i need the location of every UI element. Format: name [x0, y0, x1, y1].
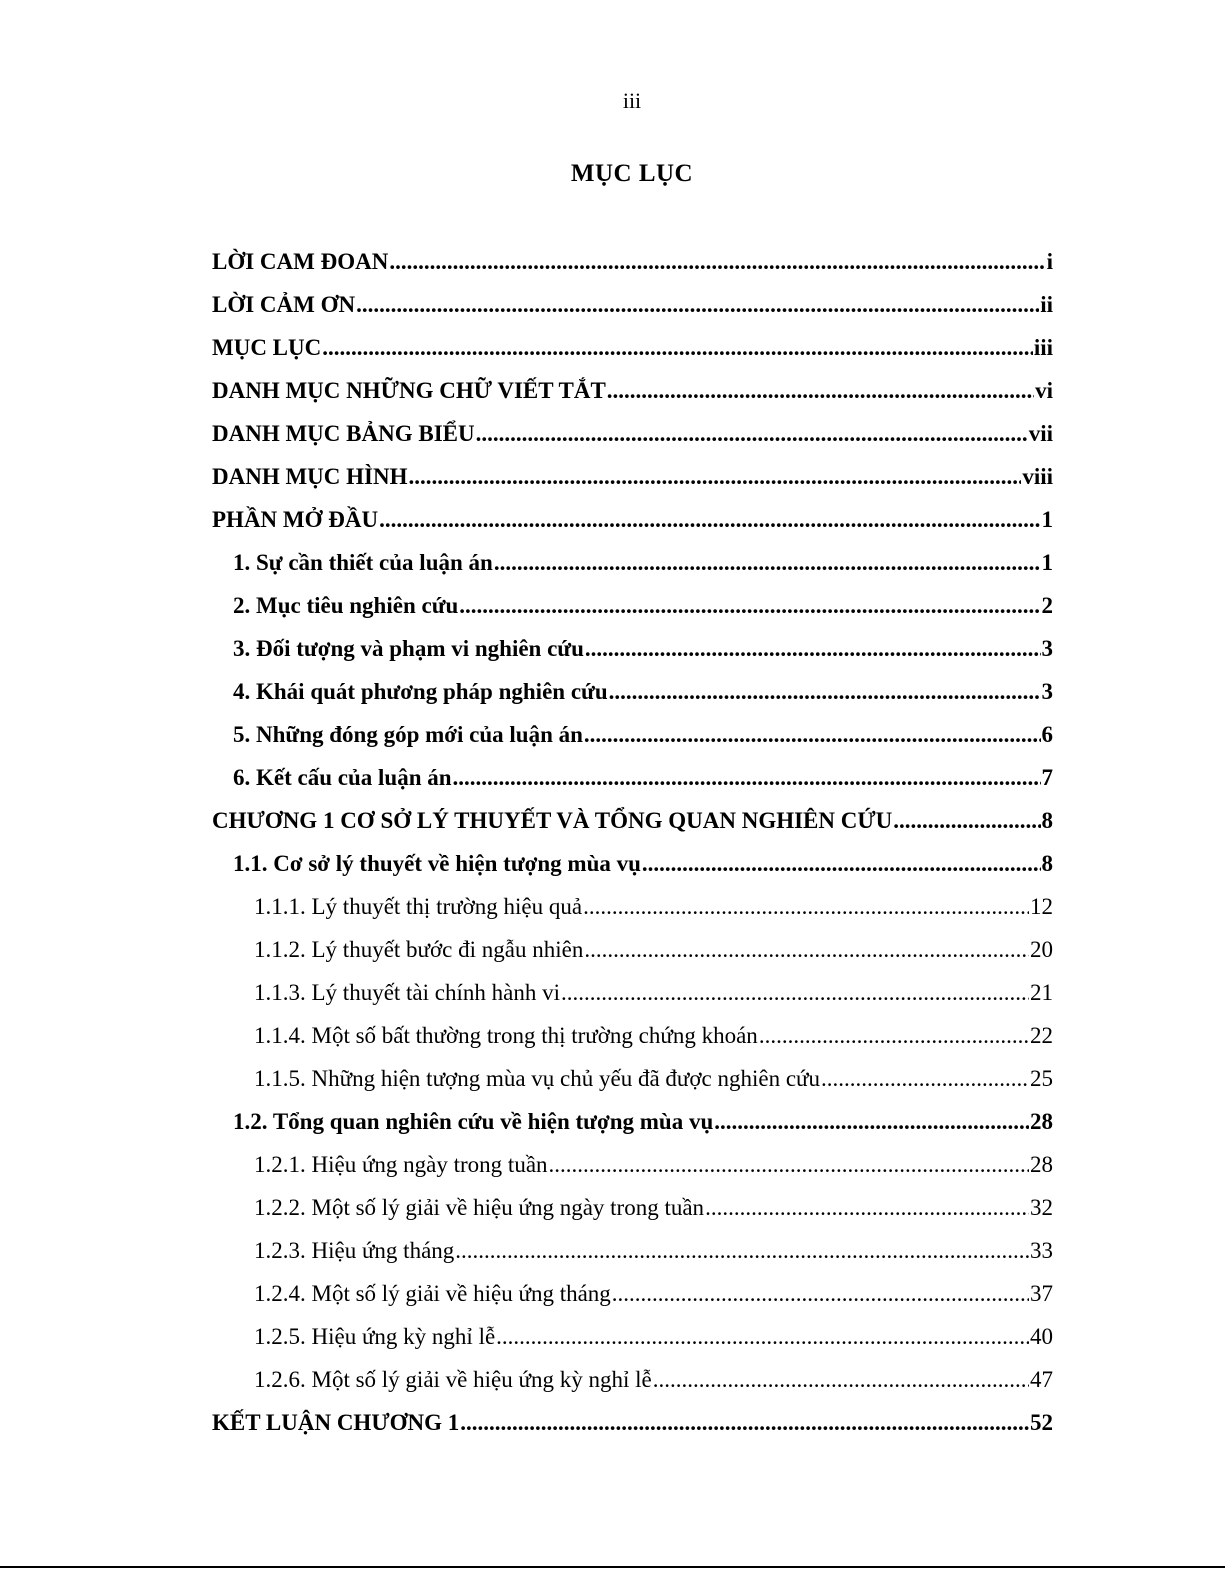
toc-entry-page: ii [1040, 292, 1053, 317]
toc-entry-page: 22 [1030, 1023, 1053, 1048]
toc-entry[interactable] [212, 885, 1053, 928]
dot-leader [476, 412, 1028, 455]
toc-entry[interactable] [212, 1057, 1053, 1100]
toc-entry[interactable] [212, 1401, 1053, 1444]
toc-entry-label: 1.1.1. Lý thuyết thị trường hiệu quả [254, 894, 583, 919]
toc-entry-label: 1.1.4. Một số bất thường trong thị trường chứng khoán [254, 1023, 758, 1048]
toc-entry[interactable] [212, 498, 1053, 541]
toc-entry-label: 5. Những đóng góp mới của luận án [233, 722, 583, 747]
toc-entry[interactable] [212, 799, 1053, 842]
toc-entry-page: 32 [1030, 1195, 1053, 1220]
dot-leader [460, 1401, 1029, 1444]
toc-entry[interactable] [212, 1358, 1053, 1401]
toc-entry-page: 28 [1030, 1109, 1053, 1134]
toc-entry-label: 6. Kết cấu của luận án [233, 765, 452, 790]
toc-entry-page: 20 [1030, 937, 1053, 962]
dot-leader [389, 240, 1045, 283]
dot-leader [379, 498, 1040, 541]
toc-entry-page: 33 [1030, 1238, 1053, 1263]
dot-leader [356, 283, 1039, 326]
toc-entry-label: 1.2.2. Một số lý giải về hiệu ứng ngày trong tuần [254, 1195, 705, 1220]
toc-entry-label: 1.1. Cơ sở lý thuyết về hiện tượng mùa vụ [233, 851, 641, 876]
toc-entry-page: 25 [1030, 1066, 1053, 1091]
page-title: MỤC LỤC [570, 160, 694, 187]
toc-entry-page: 2 [1041, 593, 1053, 618]
toc-entry-label: 1.1.5. Những hiện tượng mùa vụ chủ yếu đã được nghiên cứu [254, 1066, 821, 1091]
toc-entry[interactable] [212, 670, 1053, 713]
toc-entry-page: 6 [1041, 722, 1053, 747]
toc-entry-page: 7 [1041, 765, 1053, 790]
dot-leader [714, 1100, 1029, 1143]
toc-entry-label: CHƯƠNG 1 CƠ SỞ LÝ THUYẾT VÀ TỔNG QUAN NGHIÊN CỨU [212, 808, 893, 833]
toc-entry-page: 8 [1041, 808, 1053, 833]
toc-entry-page: 47 [1030, 1367, 1053, 1392]
toc-entry-page: vi [1035, 378, 1053, 403]
toc-entry[interactable] [212, 326, 1053, 369]
bottom-rule [0, 1566, 1225, 1568]
dot-leader [453, 756, 1041, 799]
dot-leader [584, 928, 1029, 971]
toc-entry[interactable] [212, 283, 1053, 326]
toc-entry-label: 1.2. Tổng quan nghiên cứu về hiện tượng mùa vụ [233, 1109, 714, 1134]
toc-entry-label: 1.2.4. Một số lý giải về hiệu ứng tháng [254, 1281, 611, 1306]
toc-entry[interactable] [212, 928, 1053, 971]
toc-entry-label: LỜI CAM ĐOAN [212, 249, 389, 274]
toc-entry-label: DANH MỤC BẢNG BIỂU [212, 421, 475, 446]
toc-entry[interactable] [212, 756, 1053, 799]
toc-entry-label: PHẦN MỞ ĐẦU [212, 507, 379, 532]
toc-entry-label: 3. Đối tượng và phạm vi nghiên cứu [233, 636, 584, 661]
dot-leader [893, 799, 1040, 842]
toc-entry-label: LỜI CẢM ƠN [212, 292, 356, 317]
toc-entry[interactable] [212, 541, 1053, 584]
dot-leader [821, 1057, 1029, 1100]
dot-leader [322, 326, 1033, 369]
dot-leader [612, 1272, 1029, 1315]
toc-entry-label: 1.2.5. Hiệu ứng kỳ nghỉ lễ [254, 1324, 496, 1349]
toc-entry[interactable] [212, 713, 1053, 756]
toc-entry[interactable] [212, 1229, 1053, 1272]
toc-entry-label: 1.1.3. Lý thuyết tài chính hành vi [254, 980, 560, 1005]
toc-entry-label: KẾT LUẬN CHƯƠNG 1 [212, 1410, 460, 1435]
dot-leader [496, 1315, 1029, 1358]
toc-entry[interactable] [212, 627, 1053, 670]
dot-leader [549, 1143, 1029, 1186]
toc-entry[interactable] [212, 1014, 1053, 1057]
toc-entry[interactable] [212, 1186, 1053, 1229]
toc-entry-label: 4. Khái quát phương pháp nghiên cứu [233, 679, 608, 704]
toc-entry-page: 21 [1030, 980, 1053, 1005]
toc-entry-page: i [1046, 249, 1053, 274]
dot-leader [584, 713, 1041, 756]
dot-leader [653, 1358, 1029, 1401]
toc-entry-page: 12 [1030, 894, 1053, 919]
toc-entry-page: 28 [1030, 1152, 1053, 1177]
toc-entry-page: vii [1028, 421, 1053, 446]
page-number: iii [622, 88, 642, 113]
toc-entry-label: 1.1.2. Lý thuyết bước đi ngẫu nhiên [254, 937, 584, 962]
dot-leader [585, 627, 1041, 670]
toc-entry-page: 3 [1041, 636, 1053, 661]
dot-leader [409, 455, 1022, 498]
dot-leader [583, 885, 1029, 928]
toc-entry[interactable] [212, 1272, 1053, 1315]
toc-entry-page: viii [1022, 464, 1053, 489]
toc-entry[interactable] [212, 1315, 1053, 1358]
dot-leader [455, 1229, 1029, 1272]
dot-leader [759, 1014, 1029, 1057]
toc-entry-label: 1.2.3. Hiệu ứng tháng [254, 1238, 455, 1263]
dot-leader [609, 670, 1041, 713]
toc-entry[interactable] [212, 971, 1053, 1014]
toc-entry[interactable] [212, 842, 1053, 885]
toc-entry-page: 8 [1041, 851, 1053, 876]
dot-leader [642, 842, 1041, 885]
toc-entry-label: 1.2.1. Hiệu ứng ngày trong tuần [254, 1152, 548, 1177]
toc-entry[interactable] [212, 1100, 1053, 1143]
toc-entry-page: 37 [1030, 1281, 1053, 1306]
toc-entry-label: DANH MỤC NHỮNG CHỮ VIẾT TẮT [212, 378, 606, 403]
toc-entry[interactable] [212, 412, 1053, 455]
toc-entry-label: MỤC LỤC [212, 335, 322, 360]
toc-entry[interactable] [212, 584, 1053, 627]
toc-entry[interactable] [212, 240, 1053, 283]
toc-entry[interactable] [212, 1143, 1053, 1186]
toc-entry-label: 2. Mục tiêu nghiên cứu [233, 593, 459, 618]
dot-leader [561, 971, 1029, 1014]
toc-entry-label: DANH MỤC HÌNH [212, 464, 408, 489]
toc-entry-page: 52 [1030, 1410, 1053, 1435]
table-of-contents [212, 240, 1053, 1444]
toc-entry-page: 1 [1041, 507, 1053, 532]
toc-entry-label: 1. Sự cần thiết của luận án [233, 550, 493, 575]
dot-leader [494, 541, 1041, 584]
toc-entry-label: 1.2.6. Một số lý giải về hiệu ứng kỳ nghỉ lễ [254, 1367, 652, 1392]
toc-entry[interactable] [212, 369, 1053, 412]
dot-leader [607, 369, 1034, 412]
toc-entry-page: 3 [1041, 679, 1053, 704]
dot-leader [705, 1186, 1029, 1229]
toc-entry-page: 1 [1041, 550, 1053, 575]
toc-entry-page: 40 [1030, 1324, 1053, 1349]
toc-entry-page: iii [1033, 335, 1053, 360]
toc-entry[interactable] [212, 455, 1053, 498]
dot-leader [459, 584, 1040, 627]
